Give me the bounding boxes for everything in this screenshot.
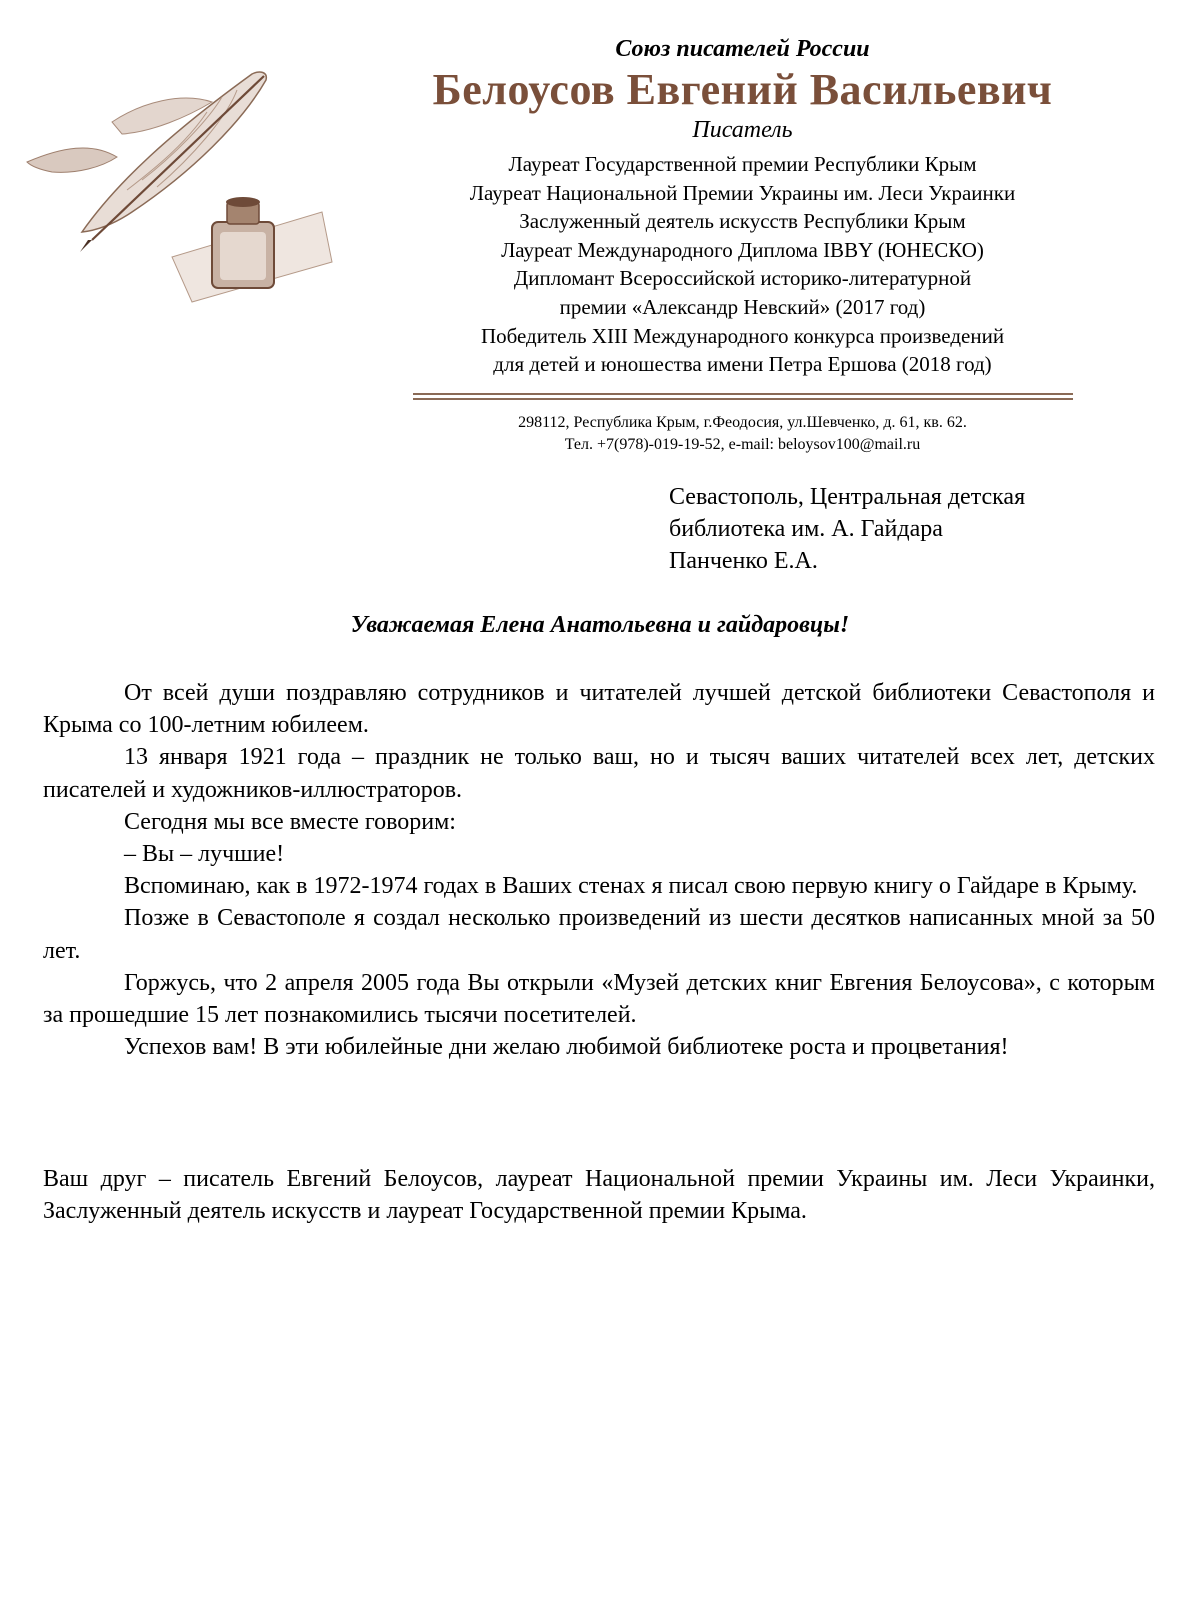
title-line: Победитель XIII Международного конкурса произведений (480, 323, 1005, 348)
recipient-line: Севастополь, Центральная детская (669, 484, 1026, 510)
inkwell-icon (172, 197, 332, 302)
letterhead (405, 34, 1080, 456)
letterhead-divider (413, 393, 1073, 400)
greeting: Уважаемая Елена Анатольевна и гайдаровцы! (350, 612, 850, 638)
title-line: Лауреат Национальной Премии Украины им. Леси Украинки (469, 180, 1016, 205)
title-line: Дипломант Всероссийской историко-литературной (513, 266, 972, 291)
title-line: Заслуженный деятель искусств Республики Крым (519, 209, 966, 234)
body-paragraph: 13 января 1921 года – праздник не только ваш, но и тысяч ваших читателей всех лет, детских писателей и художников-иллюстраторов. (43, 744, 1155, 803)
body-paragraph: От всей души поздравляю сотрудников и читателей лучшей детской библиотеки Севастополя и Крыма со 100-летним юбилеем. (43, 680, 1155, 739)
author-name: Белоусов Евгений Васильевич (432, 65, 1053, 114)
body-paragraph: – Вы – лучшие! (124, 841, 285, 868)
contact-block (405, 412, 1080, 456)
author-role: Писатель (692, 117, 793, 143)
body-paragraph: Вспоминаю, как в 1972-1974 годах в Ваших стенах я писал свою первую книгу о Гайдаре в Крыму. (124, 873, 1138, 900)
recipient-line: библиотека им. А. Гайдара (669, 516, 943, 542)
phone-email: Тел. +7(978)-019-19-52, e-mail: beloysov100@mail.ru (564, 435, 921, 453)
recipient-line: Панченко Е.А. (669, 548, 818, 574)
title-line: Лауреат Государственной премии Республики Крым (508, 152, 977, 176)
signature: Ваш друг – писатель Евгений Белоусов, лауреат Национальной премии Украины им. Леси Украинки, Заслуженный деятель искусств и лауреат Государственной премии Крыма. (43, 1166, 1155, 1224)
title-line: премии «Александр Невский» (2017 год) (559, 294, 926, 319)
title-line: для детей и юношества имени Петра Ершова (2018 год) (493, 352, 992, 377)
body-paragraph: Успехов вам! В эти юбилейные дни желаю любимой библиотеке роста и процветания! (124, 1034, 1009, 1061)
body-paragraph: Позже в Севастополе я создал несколько произведений из шести десятков написанных мной за 50 лет. (43, 905, 1155, 964)
body-paragraph: Горжусь, что 2 апреля 2005 года Вы открыли «Музей детских книг Евгения Белоусова», с которым за прошедшие 15 лет познакомились тысячи посетителей. (43, 969, 1155, 1029)
quill-and-inkwell-illustration (22, 62, 337, 307)
recipient-block (669, 481, 1025, 577)
title-line: Лауреат Международного Диплома IBBY (ЮНЕСКО) (501, 237, 984, 262)
postal-address: 298112, Республика Крым, г.Феодосия, ул.Шевченко, д. 61, кв. 62. (518, 413, 967, 431)
author-titles (405, 150, 1080, 379)
organization-name: Союз писателей России (615, 36, 870, 62)
body-paragraph: Сегодня мы все вместе говорим: (124, 808, 456, 835)
letter-body (43, 677, 1155, 1063)
